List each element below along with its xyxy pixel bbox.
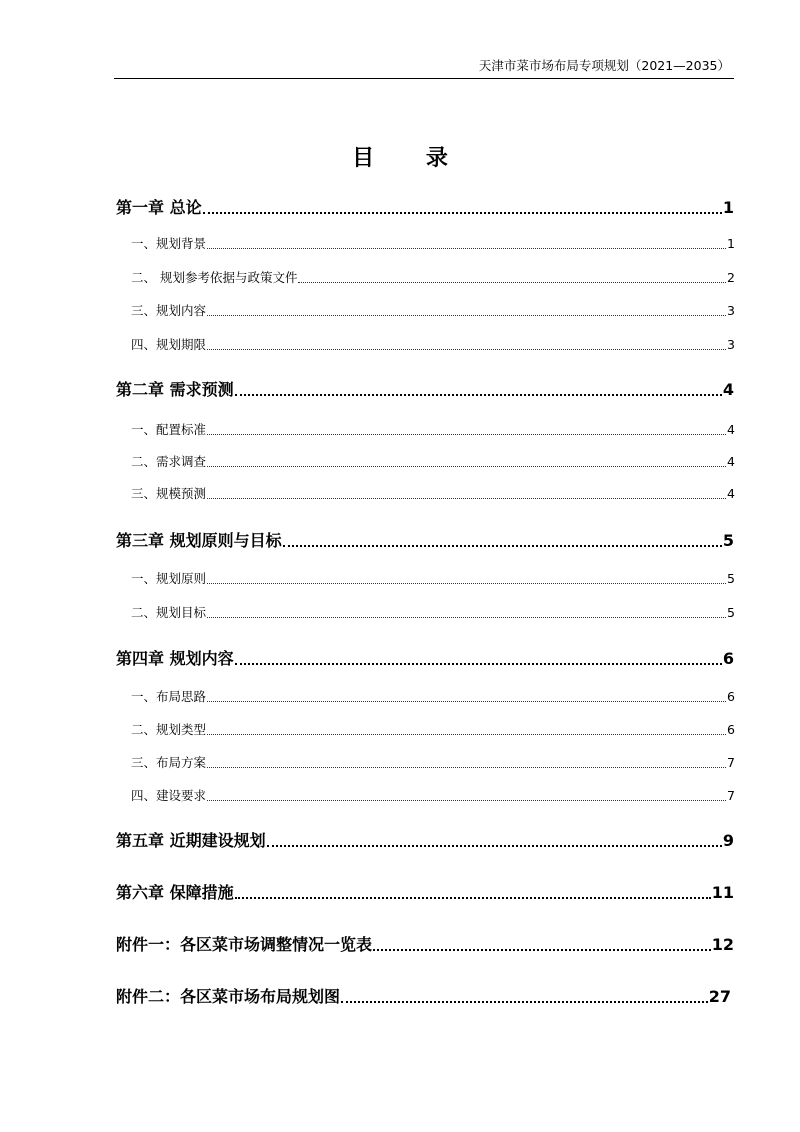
toc-entry-page: 11: [711, 883, 734, 902]
dot-leader: [207, 349, 726, 350]
toc-entry-page: 3: [727, 337, 735, 352]
toc-entry-page: 4: [722, 380, 734, 399]
dot-leader: [207, 315, 726, 316]
dot-leader: [203, 212, 722, 214]
dot-leader: [207, 583, 726, 584]
toc-entry-section[interactable]: [131, 721, 735, 739]
toc-entry-label: 第二章 需求预测: [116, 380, 234, 399]
toc-entry-label: 三、规模预测: [131, 486, 207, 501]
toc-entry-page: 2: [727, 270, 735, 285]
toc-entry-section[interactable]: [131, 787, 735, 805]
toc-entry-page: 7: [727, 755, 735, 770]
toc-entry-page: 6: [722, 649, 734, 668]
toc-entry-page: 5: [722, 531, 734, 550]
toc-entry-section[interactable]: [131, 754, 735, 772]
toc-entry-page: 1: [727, 236, 735, 251]
toc-entry-label: 第一章 总论: [116, 198, 202, 217]
dot-leader: [207, 701, 726, 702]
toc-entry-label: 四、规划期限: [131, 337, 207, 352]
dot-leader: [207, 466, 726, 467]
toc-entry-label: 三、规划内容: [131, 303, 207, 318]
dot-leader: [283, 545, 722, 547]
toc-entry-label: 四、建设要求: [131, 788, 207, 803]
toc-entry-label: 第三章 规划原则与目标: [116, 531, 282, 550]
toc-entry-chapter-1[interactable]: [116, 197, 734, 219]
dot-leader: [207, 434, 726, 435]
toc-entry-section[interactable]: [131, 688, 735, 706]
toc-entry-label: 第五章 近期建设规划: [116, 831, 266, 850]
toc-entry-section[interactable]: [131, 570, 735, 588]
dot-leader: [207, 734, 726, 735]
toc-entry-label: 二、规划类型: [131, 722, 207, 737]
toc-entry-label: 附件一：各区菜市场调整情况一览表: [116, 935, 373, 954]
toc-entry-label: 一、规划原则: [131, 571, 207, 586]
toc-entry-page: 12: [711, 935, 734, 954]
dot-leader: [267, 845, 722, 847]
toc-title: 目 录: [352, 146, 470, 171]
toc-entry-section[interactable]: [131, 421, 735, 439]
toc-entry-page: 5: [727, 605, 735, 620]
toc-entry-chapter-2[interactable]: [116, 379, 734, 401]
dot-leader: [341, 1001, 708, 1003]
toc-entry-label: 一、规划背景: [131, 236, 207, 251]
dot-leader: [235, 394, 722, 396]
toc-entry-label: 一、配置标准: [131, 422, 207, 437]
toc-entry-section[interactable]: [131, 485, 735, 503]
toc-entry-page: 9: [722, 831, 734, 850]
toc-entry-label: 二、规划目标: [131, 605, 207, 620]
toc-entry-page: 1: [722, 198, 734, 217]
toc-entry-chapter-4[interactable]: [116, 648, 734, 670]
toc-entry-label: 二、 规划参考依据与政策文件: [131, 270, 298, 285]
dot-leader: [235, 663, 722, 665]
toc-entry-chapter-3[interactable]: [116, 530, 734, 552]
running-header: 天津市菜市场布局专项规划（2021—2035）: [478, 58, 730, 73]
toc-entry-section[interactable]: [131, 302, 735, 320]
toc-entry-appendix-2[interactable]: [116, 986, 731, 1008]
toc-entry-label: 附件二：各区菜市场布局规划图: [116, 987, 341, 1006]
toc-entry-page: 5: [727, 571, 735, 586]
toc-entry-label: 第六章 保障措施: [116, 883, 234, 902]
toc-entry-section[interactable]: [131, 453, 735, 471]
toc-entry-section[interactable]: [131, 269, 735, 287]
toc-entry-chapter-5[interactable]: [116, 830, 734, 852]
toc-entry-label: 一、布局思路: [131, 689, 207, 704]
dot-leader: [235, 897, 711, 899]
toc-entry-page: 6: [727, 689, 735, 704]
dot-leader: [207, 617, 726, 618]
toc-entry-label: 三、布局方案: [131, 755, 207, 770]
toc-entry-page: 4: [727, 486, 735, 501]
toc-entry-section[interactable]: [131, 235, 735, 253]
toc-entry-page: 27: [708, 987, 731, 1006]
toc-entry-page: 6: [727, 722, 735, 737]
dot-leader: [207, 767, 726, 768]
toc-entry-page: 4: [727, 422, 735, 437]
dot-leader: [207, 248, 726, 249]
dot-leader: [207, 498, 726, 499]
toc-entry-page: 4: [727, 454, 735, 469]
dot-leader: [207, 800, 726, 801]
toc-entry-appendix-1[interactable]: [116, 934, 734, 956]
toc-entry-chapter-6[interactable]: [116, 882, 734, 904]
toc-entry-section[interactable]: [131, 336, 735, 354]
toc-entry-label: 二、需求调查: [131, 454, 207, 469]
toc-entry-label: 第四章 规划内容: [116, 649, 234, 668]
dot-leader: [298, 282, 726, 283]
toc-entry-section[interactable]: [131, 604, 735, 622]
toc-entry-page: 3: [727, 303, 735, 318]
dot-leader: [373, 949, 711, 951]
toc-entry-page: 7: [727, 788, 735, 803]
